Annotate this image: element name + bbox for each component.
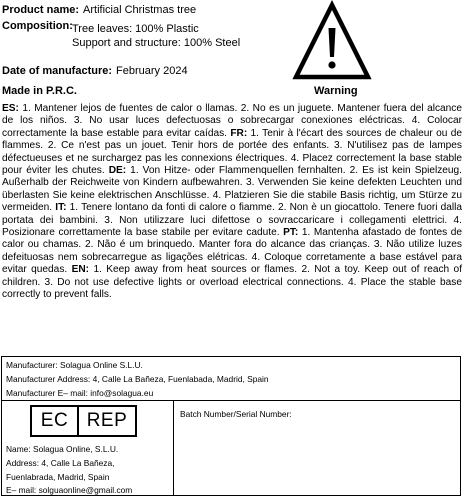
ec-rep-address-line1: Address: 4, Calle La Bañeza, (6, 458, 115, 468)
safety-text-en: 1. Keep away from heat sources or flames. 2. Not a toy. Keep out of reach of children. 3. Do not use defective lights or overload electrical connections. 4. Place the stable base correctly to prevent falls. (2, 264, 463, 301)
date-value: February 2024 (116, 65, 188, 77)
composition-label: Composition: (2, 20, 73, 32)
warning-triangle-icon (292, 0, 372, 80)
composition-lines (72, 22, 240, 50)
ec-rep-logo (30, 405, 137, 437)
manufacturer-block (2, 357, 460, 401)
lang-code-en: EN: (71, 264, 90, 276)
label-info-box (1, 356, 461, 496)
safety-text-pt: 1. Mantenha afastado de fontes de calor ou chamas. 2. Não é um brinquedo. Manter fora do alcance das crianças. 3. Não utilize luzes defeituosas nem sobrecarregue as ligações elétricas. 4. Coloque corretamente a base estável para evitar quedas. (2, 227, 462, 276)
safety-text-es: 1. Mantener lejos de fuentes de calor o llamas. 2. No es un juguete. Mantener fuera del alcance de los niños. 3. No usar luces defectuosas o sobrecargar conexiones eléctricas. 4. Colocar correctamente la base estable para evitar caídas. (2, 103, 462, 139)
safety-text-fr: 1. Tenir à l'écart des sources de chaleur ou de flammes. 2. Ce n'est pas un jouet. Tenir hors de portée des enfants. 3. N'utilisez pas de lampes défectueuses et ne surchargez pas les connexions électriques. 4. Placez correctement la base stable pour éviter les chutes. (2, 127, 463, 177)
lang-code-de: DE: (108, 165, 127, 177)
manufacturer-email: Manufacturer E– mail: info@solagua.eu (6, 388, 154, 398)
product-name-value: Artificial Christmas tree (83, 4, 197, 16)
product-name-label: Product name: (2, 4, 80, 16)
lang-code-es: ES: (2, 103, 19, 114)
lang-code-pt: PT: (283, 227, 299, 239)
date-label: Date of manufacture: (2, 65, 113, 77)
composition-line: Support and structure: 100% Steel (72, 37, 241, 49)
ec-rep-rep-text: REP (86, 410, 128, 431)
manufacturer-address: Manufacturer Address: 4, Calle La Bañeza, Fuenlabada, Madrid, Spain (6, 374, 269, 384)
date-of-manufacture-field (2, 61, 188, 79)
ec-rep-email: E– mail: solguaonline@gmail.com (6, 485, 133, 495)
ec-rep-name: Name: Solagua Online, S.L.U. (6, 444, 119, 454)
batch-number-label: Batch Number/Serial Number: (180, 409, 292, 419)
ec-rep-ec-text: EC (32, 407, 79, 435)
composition-line: Tree leaves: 100% Plastic (72, 23, 199, 35)
product-name-field (2, 0, 196, 18)
safety-instructions (2, 103, 462, 302)
safety-text-de: 1. Von Hitze- oder Flammenquellen fernhalten. 2. Es ist kein Spielzeug. Außerhalb der Reichweite von Kindern aufbewahren. 3. Verwenden Sie keine defekten Leuchten und überlasten Sie keine elektrischen Anschlüsse. 4. Platzieren Sie die stabile Basis richtig, um Stürze zu vermeiden. (2, 165, 462, 214)
lang-code-it: IT: (55, 202, 67, 214)
ec-rep-address-line2: Fuenlabrada, Madrid, Spain (6, 472, 110, 482)
made-in-label: Made in P.R.C. (2, 85, 77, 97)
warning-title: Warning (314, 85, 358, 97)
ec-rep-section (2, 401, 174, 496)
manufacturer-name: Manufacturer: Solagua Online S.L.U. (6, 360, 143, 370)
lang-code-fr: FR: (230, 127, 248, 139)
safety-text-it: 1. Tenere lontano da fonti di calore o fiamme. 2. Non è un giocattolo. Tenere fuori dalla portata dei bambini. 3. Non utilizzare luci difettose o sovraccaricare i collegamenti elettrici. 4. Posizionare correttamente la base stabile per evitare cadute. (2, 202, 462, 239)
